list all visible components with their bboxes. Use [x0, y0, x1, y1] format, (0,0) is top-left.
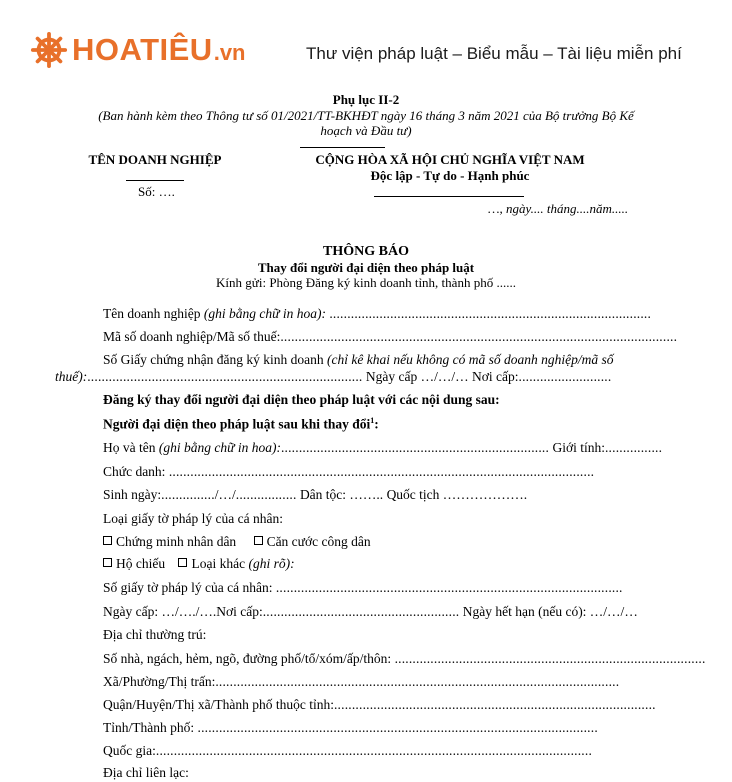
new-rep-heading: Người đại diện theo pháp luật sau khi thay đổi$^1$:	[103, 416, 379, 432]
ethnicity-label: Dân tộc: ……..	[299, 487, 384, 502]
issue-place-label: Nơi cấp:	[216, 604, 263, 619]
full-name-note: (ghi bằng chữ in hoa):	[158, 440, 281, 455]
issue-field[interactable]: Ngày cấp: …/…./….Nơi cấp:....................................................... Ngày hết hạn (nếu có): …/…/…	[103, 604, 638, 619]
full-name-label: Họ và tên	[103, 440, 156, 455]
checkbox-icon	[178, 558, 187, 567]
opt-passport-label: Hộ chiếu	[116, 556, 166, 571]
issued-note-line2: hoạch và Đầu tư)	[320, 123, 412, 138]
appendix-label: Phụ lục II-2	[332, 92, 400, 107]
full-name-field[interactable]: Họ và tên (ghi bằng chữ in hoa):........................................................................... Giới tính:................	[103, 440, 663, 455]
id-type-options-row1	[103, 534, 651, 550]
dob-label: Sinh ngày:	[103, 487, 162, 502]
position-label: Chức danh:	[103, 464, 166, 479]
divider	[126, 180, 184, 181]
checkbox-icon	[103, 536, 112, 545]
cert-note: (chỉ kê khai nếu không có mã số doanh nghiệp/mã số	[327, 352, 614, 367]
logo-suffix: .vn	[213, 40, 246, 65]
street-label: Số nhà, ngách, hẻm, ngõ, đường phố/tổ/xóm/ấp/thôn:	[103, 651, 392, 666]
cert-label: Số Giấy chứng nhận đăng ký kinh doanh	[103, 352, 324, 367]
divider	[300, 147, 385, 148]
cert-note-cont: thuế):	[55, 369, 88, 384]
date-line: …, ngày.... tháng....năm.....	[488, 201, 629, 216]
opt-cccd[interactable]	[254, 534, 371, 549]
id-number-label: Số giấy tờ pháp lý của cá nhân:	[103, 580, 273, 595]
contact-address-label: Địa chỉ liên lạc:	[103, 765, 189, 780]
id-type-options-row2	[103, 556, 651, 572]
document-number: Số: ….	[138, 184, 175, 199]
logo-text: HOATIÊU	[72, 32, 213, 67]
opt-passport[interactable]	[103, 556, 165, 571]
opt-cmnd-label: Chứng minh nhân dân	[116, 534, 237, 549]
company-name-field[interactable]: Tên doanh nghiệp (ghi bằng chữ in hoa): ..........................................................................................	[103, 306, 652, 321]
new-rep-label: Người đại diện theo pháp luật sau khi thay đổi	[103, 416, 371, 432]
province-field[interactable]: Tỉnh/Thành phố: ................................................................................................................	[103, 720, 598, 735]
opt-cccd-label: Căn cước công dân	[266, 534, 371, 549]
recipient-line: Kính gửi: Phòng Đăng ký kinh doanh tỉnh, thành phố ......	[216, 275, 516, 290]
opt-other-label: Loại khác	[191, 556, 246, 571]
site-tagline: Thư viện pháp luật – Biểu mẫu – Tài liệu miễn phí	[306, 44, 682, 63]
ward-label: Xã/Phường/Thị trấn:	[103, 674, 216, 689]
company-name-heading: TÊN DOANH NGHIỆP	[88, 152, 222, 167]
issue-date-label: Ngày cấp: …/…./….	[103, 604, 217, 619]
id-number-field[interactable]: Số giấy tờ pháp lý của cá nhân: .................................................................................................	[103, 580, 623, 595]
cert-date: Ngày cấp …/…/…	[365, 369, 469, 384]
tax-code-label: Mã số doanh nghiệp/Mã số thuế:	[103, 329, 281, 344]
checkbox-icon	[103, 558, 112, 567]
motto: Độc lập - Tự do - Hạnh phúc	[370, 168, 530, 183]
opt-other[interactable]	[178, 556, 294, 571]
opt-other-note: (ghi rõ):	[248, 556, 295, 571]
nationality-label: Quốc tịch ……………….	[386, 487, 528, 502]
ship-wheel-icon	[30, 31, 68, 69]
district-field[interactable]: Quận/Huyện/Thị xã/Thành phố thuộc tỉnh:..........................................................................................	[103, 697, 656, 712]
ward-field[interactable]: Xã/Phường/Thị trấn:.................................................................................................................	[103, 674, 620, 689]
divider	[374, 196, 524, 197]
company-name-label: Tên doanh nghiệp	[103, 306, 201, 321]
expiry-label: Ngày hết hạn (nếu có): …/…/…	[462, 604, 638, 619]
country-label: Quốc gia:	[103, 743, 156, 758]
gender-label: Giới tính:	[552, 440, 605, 455]
company-name-note: (ghi bằng chữ in hoa):	[203, 306, 326, 321]
document-title: THÔNG BÁO	[323, 244, 409, 259]
permanent-address-label: Địa chỉ thường trú:	[103, 627, 207, 642]
document-subtitle: Thay đổi người đại diện theo pháp luật	[257, 260, 475, 275]
issued-note-line1: (Ban hành kèm theo Thông tư số 01/2021/TT-BKHĐT ngày 16 tháng 3 năm 2021 của Bộ trưởng Bộ Kế	[98, 108, 634, 123]
dob-separator: /…/	[214, 487, 236, 502]
site-logo[interactable]	[30, 30, 246, 70]
cert-field-cont[interactable]: thuế):............................................................................. Ngày cấp …/…/… Nơi cấp:..........................	[55, 369, 612, 384]
country-field[interactable]: Quốc gia:..........................................................................................................................	[103, 743, 593, 758]
checkbox-icon	[254, 536, 263, 545]
dob-field[interactable]: Sinh ngày:.............../…/................. Dân tộc: …….. Quốc tịch ……………….	[103, 487, 528, 502]
opt-cmnd[interactable]	[103, 534, 236, 549]
id-type-label: Loại giấy tờ pháp lý của cá nhân:	[103, 511, 283, 526]
tax-code-field[interactable]: Mã số doanh nghiệp/Mã số thuế:...............................................................................................................	[103, 329, 678, 344]
footnote-mark: 1	[370, 416, 375, 425]
cert-field[interactable]	[103, 352, 651, 368]
position-field[interactable]: Chức danh: .......................................................................................................................	[103, 464, 595, 479]
district-label: Quận/Huyện/Thị xã/Thành phố thuộc tỉnh:	[103, 697, 334, 712]
street-field[interactable]: Số nhà, ngách, hẻm, ngõ, đường phố/tổ/xóm/ấp/thôn: .......................................................................................	[103, 651, 706, 666]
province-label: Tỉnh/Thành phố:	[103, 720, 195, 735]
cert-place: Nơi cấp:	[472, 369, 519, 384]
change-section-heading: Đăng ký thay đổi người đại diện theo pháp luật với các nội dung sau:	[103, 392, 500, 407]
site-header	[0, 0, 732, 90]
nation-heading: CỘNG HÒA XÃ HỘI CHỦ NGHĨA VIỆT NAM	[315, 152, 585, 167]
